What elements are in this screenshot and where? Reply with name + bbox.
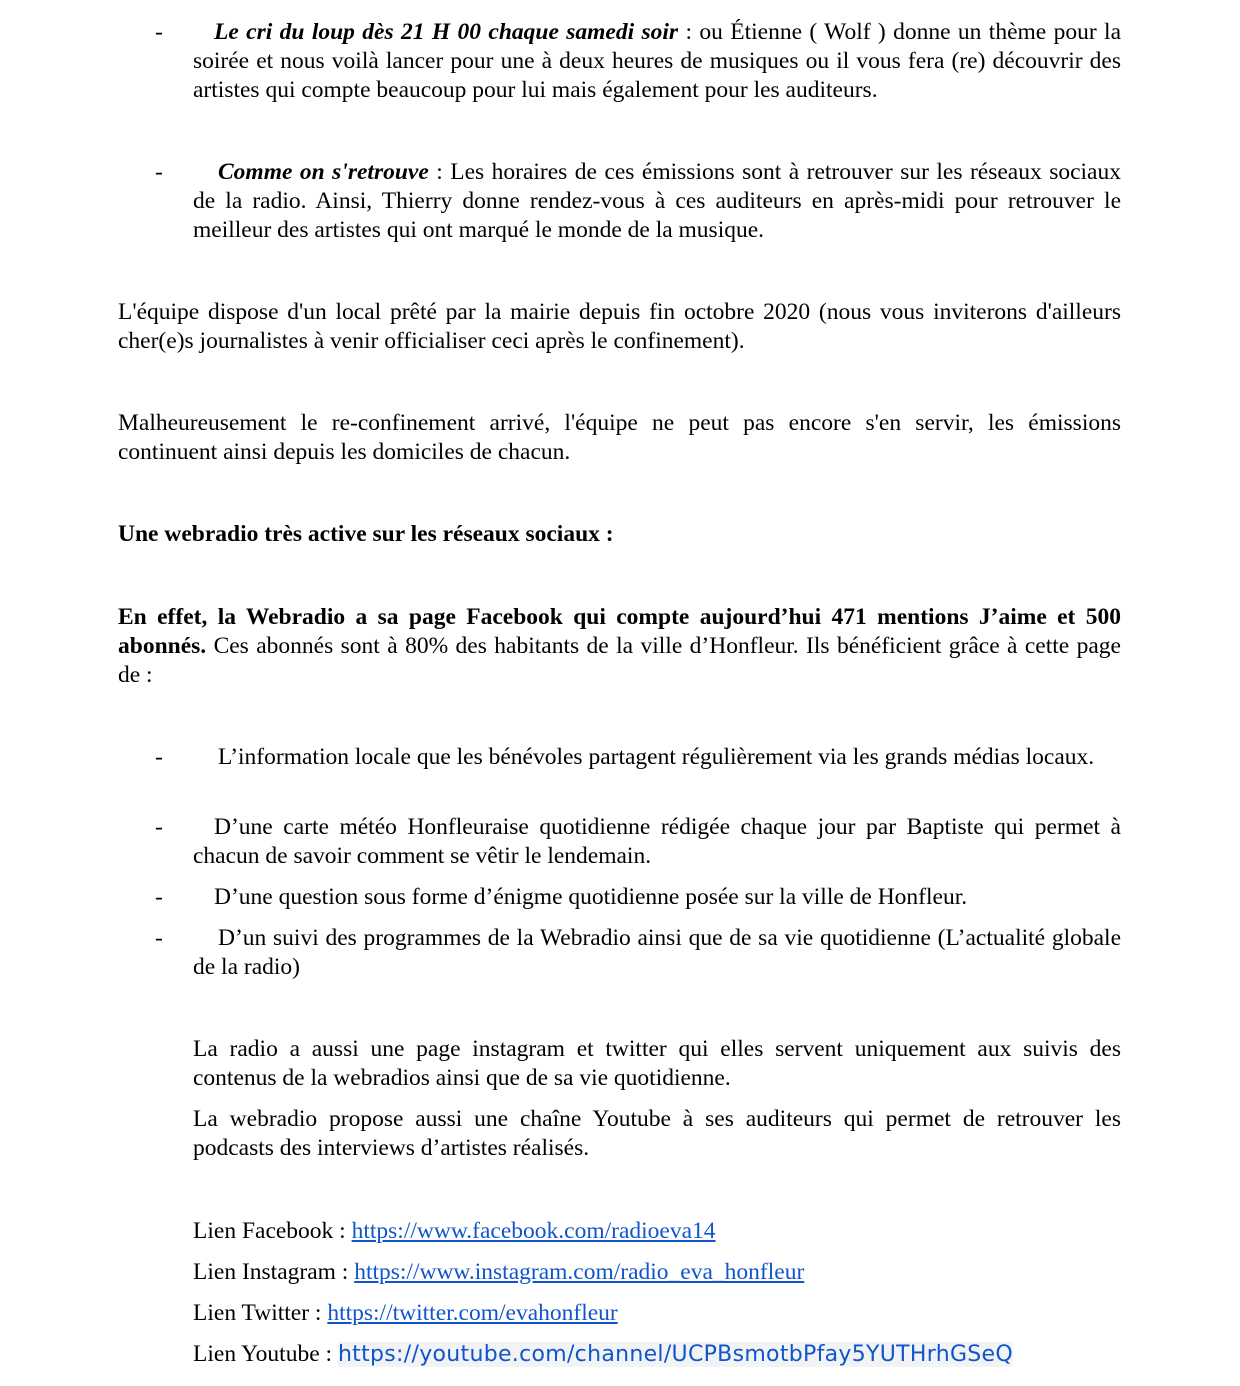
link-line-twitter <box>193 1299 1121 1328</box>
link-label: Lien Youtube : <box>193 1341 338 1367</box>
show-title: Le cri du loup dès 21 H 00 chaque samedi soir <box>214 19 679 45</box>
instagram-link[interactable]: https://www.instagram.com/radio_eva_honfleur <box>354 1259 805 1285</box>
bullet-info-locale <box>193 743 1121 772</box>
link-label: Lien Instagram : <box>193 1259 355 1285</box>
bullet-carte-meteo <box>193 813 1121 871</box>
facebook-intro-rest: Ces abonnés sont à 80% des habitants de la ville d’Honfleur. Ils bénéficient grâce à cette page de : <box>118 633 1121 688</box>
twitter-link[interactable]: https://twitter.com/evahonfleur <box>327 1300 618 1326</box>
link-line-facebook <box>193 1217 1121 1246</box>
link-label: Lien Twitter : <box>193 1300 328 1326</box>
link-line-instagram <box>193 1258 1121 1287</box>
paragraph-instagram-twitter: La radio a aussi une page instagram et twitter qui elles servent uniquement aux suivis des contenus de la webradios ainsi que de sa vie quotidienne. <box>193 1036 1121 1091</box>
bullet-text: D’une carte météo Honfleuraise quotidienne rédigée chaque jour par Baptiste qui permet à chacun de savoir comment se vêtir le lendemain. <box>193 814 1121 869</box>
bullet-suivi-programmes <box>193 924 1121 982</box>
bullet-dash: - <box>155 19 163 45</box>
show-description: : ou Étienne ( Wolf ) donne un thème pour la soirée et nous voilà lancer pour une à deux heures de musiques ou il vous fera (re) découvrir des artistes qui compte beaucoup pour lui mais également pour les auditeurs. <box>193 19 1121 103</box>
bullet-comme-on-sretrouve <box>193 158 1121 245</box>
section-heading: Une webradio très active sur les réseaux sociaux : <box>118 521 614 547</box>
bullet-dash: - <box>155 744 163 770</box>
youtube-link[interactable]: https://youtube.com/channel/UCPBsmotbPfay5YUTHrhGSeQ <box>337 1342 1014 1367</box>
link-line-youtube <box>193 1340 1121 1369</box>
bullet-dash: - <box>155 884 163 910</box>
bullet-le-cri-du-loup <box>193 18 1121 105</box>
bullet-text: L’information locale que les bénévoles partagent régulièrement via les grands médias locaux. <box>218 744 1095 770</box>
bullet-dash: - <box>155 814 163 840</box>
bullet-enigme <box>193 883 1121 912</box>
show-description: : Les horaires de ces émissions sont à retrouver sur les réseaux sociaux de la radio. Ainsi, Thierry donne rendez-vous à ces auditeurs en après-midi pour retrouver le meilleur des artistes qui ont marqué le monde de la musique. <box>193 159 1121 243</box>
bullet-dash: - <box>155 159 163 185</box>
bullet-dash: - <box>155 925 163 951</box>
facebook-link[interactable]: https://www.facebook.com/radioeva14 <box>351 1218 716 1244</box>
link-label: Lien Facebook : <box>193 1218 352 1244</box>
paragraph-facebook <box>118 603 1121 690</box>
bullet-text: D’un suivi des programmes de la Webradio ainsi que de sa vie quotidienne (L’actualité globale de la radio) <box>193 925 1121 980</box>
paragraph-confinement: Malheureusement le re-confinement arrivé, l'équipe ne peut pas encore s'en servir, les émissions continuent ainsi depuis les domiciles de chacun. <box>118 410 1121 465</box>
show-title: Comme on s'retrouve <box>218 159 429 185</box>
paragraph-youtube: La webradio propose aussi une chaîne Youtube à ses auditeurs qui permet de retrouver les podcasts des interviews d’artistes réalisés. <box>193 1106 1121 1161</box>
facebook-stats: En effet, la Webradio a sa page Facebook qui compte aujourd’hui 471 mentions J’aime et 500 abonnés. <box>118 604 1121 659</box>
bullet-text: D’une question sous forme d’énigme quotidienne posée sur la ville de Honfleur. <box>214 884 968 910</box>
paragraph-local: L'équipe dispose d'un local prêté par la mairie depuis fin octobre 2020 (nous vous inviterons d'ailleurs cher(e)s journalistes à venir officialiser ceci après le confinement). <box>118 299 1121 354</box>
